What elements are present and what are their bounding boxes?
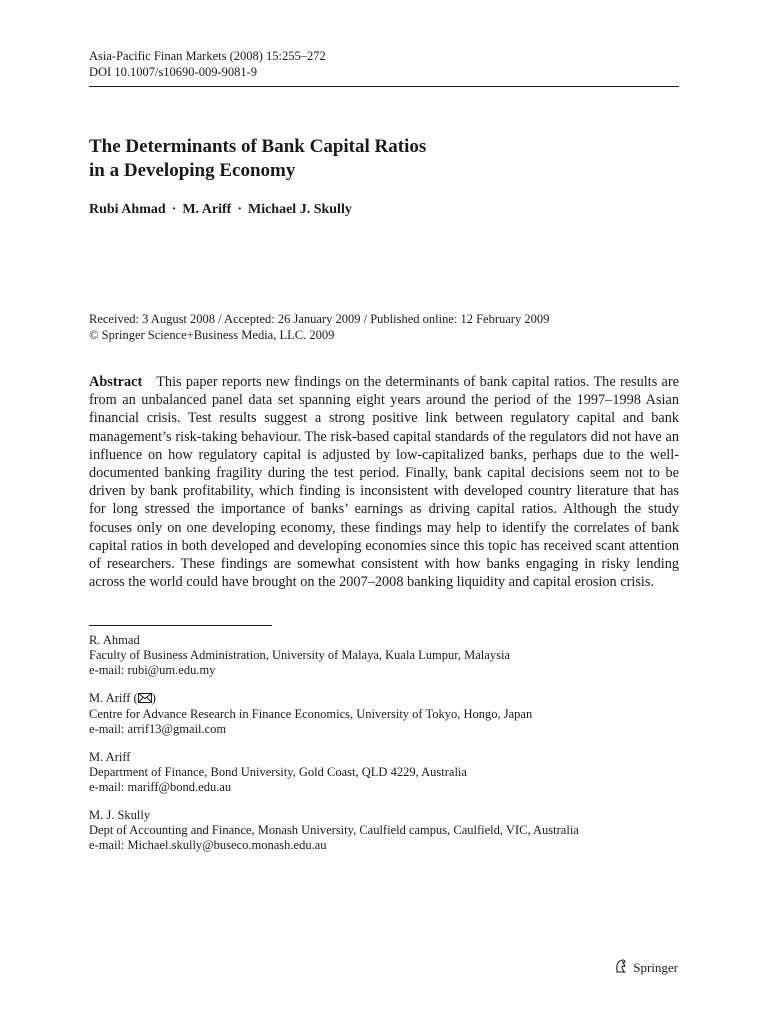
affiliation-dept: Centre for Advance Research in Finance Economics, University of Tokyo, Hongo, Japan: [89, 707, 533, 722]
publisher-logo: [613, 958, 678, 978]
author-name: M. Ariff: [182, 202, 232, 217]
author-name: Rubi Ahmad: [89, 202, 166, 217]
envelope-icon: [138, 692, 152, 707]
abstract-text: This paper reports new findings on the determinants of bank capital ratios. The results are from an unbalanced panel data set spanning eight years around the period of the 1997–1998 Asian financial crisis. Test results suggest a strong positive link between regulatory capital and bank management’s risk-taking behaviour. The risk-based capital standards of the regulators did not have an influence on how regulatory capital is adjusted by low-capitalized banks, perhaps due to the well-documented banking fragility during the test period. Finally, bank capital decisions seem not to be driven by bank profitability, which finding is inconsistent with developed country literature that has for long stressed the importance of banks’ earnings as driving capital ratios. Although the study focuses only on one developing economy, these findings may help to identify the correlates of bank capital ratios in both developed and developing economies since this topic has received scant attention of researchers. These findings are somewhat consistent with how banks engaging in risky lending across the world could have brought on the 2007–2008 banking liquidity and capital erosion crisis.: [89, 374, 679, 591]
affiliation-ariff-tokyo: [89, 691, 679, 737]
springer-horse-icon: [613, 958, 629, 978]
title-line-1: The Determinants of Bank Capital Ratios: [89, 136, 427, 157]
title-line-2: in a Developing Economy: [89, 160, 296, 181]
affiliation-dept: Faculty of Business Administration, University of Malaya, Kuala Lumpur, Malaysia: [89, 648, 510, 663]
affiliation-email: e-mail: rubi@um.edu.my: [89, 663, 216, 678]
author-list: [89, 201, 679, 219]
copyright-notice: © Springer Science+Business Media, LLC. 2009: [89, 328, 335, 342]
publisher-name: Springer: [633, 960, 678, 975]
affiliation-name: M. J. Skully: [89, 808, 151, 823]
affiliation-dept: Dept of Accounting and Finance, Monash University, Caulfield campus, Caulfield, VIC, Australia: [89, 823, 579, 838]
affiliation-name-row: [89, 691, 679, 707]
affiliation-dept: Department of Finance, Bond University, Gold Coast, QLD 4229, Australia: [89, 765, 467, 780]
affiliation-ahmad: [89, 633, 679, 678]
article-title: [89, 135, 679, 183]
received-accepted-dates: Received: 3 August 2008 / Accepted: 26 January 2009 / Published online: 12 February 2009: [89, 312, 550, 326]
affiliation-ariff-bond: [89, 750, 679, 795]
abstract: [89, 373, 679, 591]
doi: DOI 10.1007/s10690-009-9081-9: [89, 65, 258, 79]
affiliation-email: e-mail: Michael.skully@buseco.monash.edu.au: [89, 838, 327, 853]
header-rule: [89, 86, 679, 87]
affiliation-name: M. Ariff: [89, 750, 131, 765]
journal-citation: Asia-Pacific Finan Markets (2008) 15:255–272: [89, 49, 326, 63]
author-name: Michael J. Skully: [247, 202, 352, 217]
affiliation-name: M. Ariff (: [89, 691, 138, 706]
abstract-label: Abstract: [89, 374, 143, 390]
author-separator: ·: [237, 202, 242, 217]
author-separator: ·: [171, 202, 177, 217]
affiliation-name-suffix: ): [151, 691, 156, 706]
affiliation-name: R. Ahmad: [89, 633, 140, 648]
affiliation-email: e-mail: arrif13@gmail.com: [89, 722, 227, 737]
publication-history: [89, 311, 679, 343]
affiliation-skully: [89, 808, 679, 853]
affiliation-email: e-mail: mariff@bond.edu.au: [89, 780, 232, 795]
footnote-rule: [89, 625, 272, 626]
article-page: [89, 48, 679, 853]
